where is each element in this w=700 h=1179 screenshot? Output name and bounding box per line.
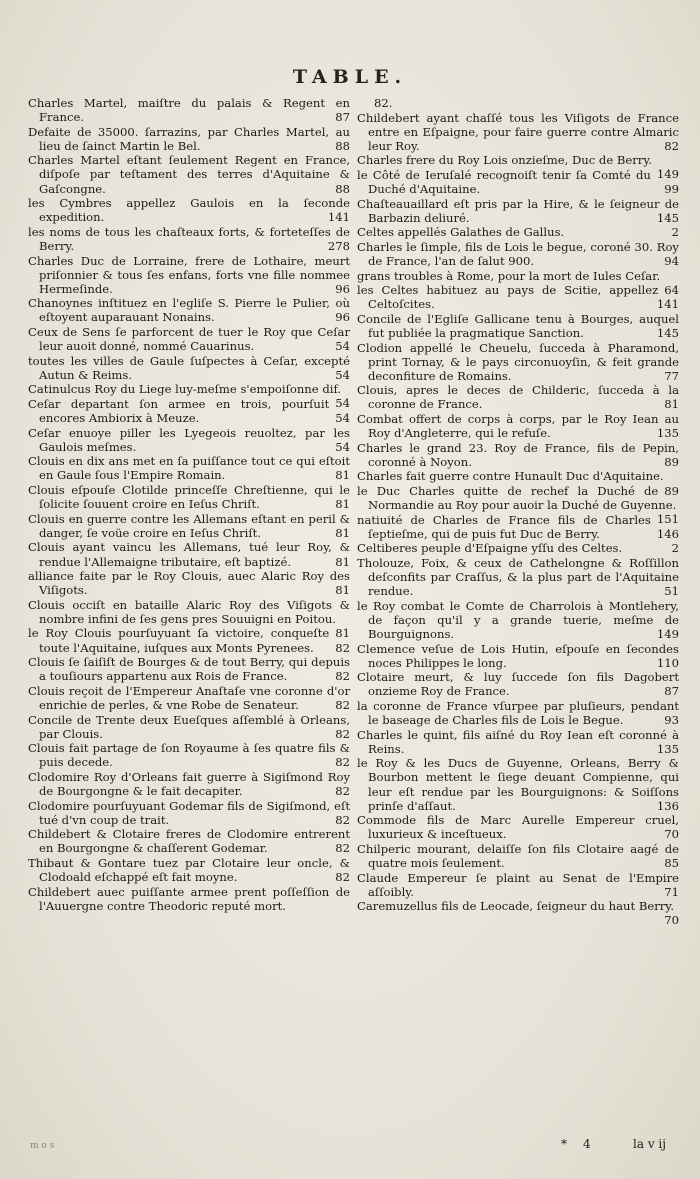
entry-page-number: 278: [327, 238, 350, 253]
entry-text: Clouis ſe ſaiſiſt de Bourges & de tout Berry, qui depuis a touſiours appartenu aux Rois de France.: [28, 655, 350, 684]
index-entry: [28, 597, 350, 640]
index-entry: [28, 153, 350, 195]
entry-page-number: 54: [335, 339, 350, 354]
index-entry: [28, 426, 350, 454]
entry-text: Charles le ſimple, fils de Lois le begue, coroné 30. Roy de France, l'an de ſalut 900.: [357, 239, 679, 269]
index-entry: [28, 296, 350, 324]
entry-text: Clodomire pourſuyuant Godemar fils de Sigiſmond, eſt tué d'vn coup de trait.: [28, 798, 350, 827]
entry-text: Ceſar enuoye piller les Lyegeois reuoltez, par les Gaulois meſmes.: [28, 425, 350, 454]
entry-text: Charles Martel, maiſtre du palais & Regent en France.: [28, 96, 350, 125]
index-entry: [357, 813, 679, 841]
entry-page-number: 96: [335, 310, 350, 325]
entry-page-number: 82: [335, 640, 350, 655]
entry-page-number: 81: [335, 497, 350, 512]
index-entry: [357, 756, 679, 812]
index-entry: [28, 713, 350, 741]
index-entry: [28, 885, 350, 913]
index-entry: [357, 312, 679, 340]
entry-text: Clouis, apres le deces de Childeric, ſucceda à la coronne de France.: [357, 383, 679, 412]
entry-text: Combat offert de corps à corps, par le Roy Iean au Roy d'Angleterre, qui le refuſe.: [357, 412, 679, 441]
entry-page-number: 146: [656, 526, 679, 541]
printer-mark: *: [561, 1137, 567, 1151]
entry-page-number: 64: [664, 282, 679, 297]
index-entry: [357, 871, 679, 899]
entry-text: Catinulcus Roy du Liege luy-meſme s'empoiſonne dif.: [28, 382, 342, 397]
entry-text: Charles frere du Roy Lois onzieſme, Duc de Berry.: [357, 153, 653, 168]
index-entry: [357, 469, 679, 498]
index-entry: [357, 412, 679, 440]
entry-text: Caremuzellus fils de Leocade, ſeigneur du haut Berry.: [357, 899, 675, 914]
entry-text: Claude Empereur ſe plaint au Senat de l'Empire aſſoibly.: [357, 870, 679, 899]
entry-text: Clemence veſue de Lois Hutin, eſpouſe en ſecondes noces Philippes le long.: [357, 641, 679, 670]
entry-page-number: 70: [664, 913, 679, 928]
index-entry: [357, 240, 679, 268]
entry-text: Clodion appellé le Cheuelu, ſucceda à Pharamond, print Tornay, & le pays circonuoyſin, & feit grande deconfiture de Romains.: [357, 340, 679, 383]
index-entry: [28, 96, 350, 124]
entry-text: Clouis ayant vaincu les Allemans, tué leur Roy, & rendue l'Allemaigne tributaire, eſt baptizé.: [28, 540, 350, 569]
entry-page-number: 2: [671, 541, 679, 556]
entry-text: Clouis en dix ans met en ſa puiſſance tout ce qui eſtoit en Gaule ſous l'Empire Romain.: [28, 454, 350, 483]
index-entry: [357, 441, 679, 469]
entry-page-number: 81: [335, 625, 350, 640]
index-entry: [357, 899, 679, 928]
index-entry: [357, 699, 679, 727]
index-entry: [28, 827, 350, 855]
index-entry: [357, 96, 679, 110]
entry-text: Clotaire meurt, & luy ſuccede ſon fils Dagobert onzieme Roy de France.: [357, 670, 679, 699]
catchword: la v ij: [633, 1137, 666, 1151]
entry-page-number: 70: [664, 827, 679, 842]
entry-page-number: 145: [656, 326, 679, 340]
entry-text: Charles le quint, fils aiſné du Roy Iean eſt coronné à Reins.: [357, 727, 679, 756]
index-entry: [28, 354, 350, 382]
entry-page-number: 89: [664, 483, 679, 498]
entry-text: Charles le grand 23. Roy de France, fils de Pepin, coronné à Noyon.: [357, 440, 679, 469]
entry-page-number: 81: [335, 554, 350, 569]
signature-mark: 4: [583, 1137, 591, 1151]
index-entry: [28, 196, 350, 224]
entry-page-number: 94: [664, 254, 679, 269]
entry-page-number: 149: [656, 167, 679, 182]
entry-text: alliance faite par le Roy Clouis, auec Alaric Roy des Viſigots.: [28, 569, 350, 598]
entry-text: Charles Duc de Lorraine, frere de Lothaire, meurt priſonnier & tous ſes enfans, forts vne fille nommee Hermeſinde.: [28, 253, 350, 296]
entry-text: toutes les villes de Gaule ſuſpectes à Ceſar, excepté Autun & Reims.: [28, 353, 350, 382]
entry-page-number: 77: [664, 368, 679, 383]
entry-text: Clouis reçoit de l'Empereur Anaſtaſe vne coronne d'or enrichie de perles, & vne Robe de Senateur.: [28, 683, 350, 712]
entry-text: grans troubles à Rome, pour la mort de Iules Ceſar.: [357, 268, 661, 283]
entry-page-number: 99: [664, 182, 679, 197]
index-entry: [28, 655, 350, 683]
entry-text: Ceſar departant ſon armee en trois, pourſuit encores Ambiorix à Meuze.: [28, 396, 330, 426]
running-head: TABLE.: [292, 66, 408, 88]
entry-page-number: 54: [335, 367, 350, 382]
entry-text: le Roy Clouis pourſuyuant ſa victoire, conqueſte toute l'Aquitaine, iuſques aux Monts Pyrenees.: [28, 626, 330, 655]
entry-page-number: 135: [656, 741, 679, 756]
index-entry: [357, 670, 679, 698]
index-entry: [28, 741, 350, 769]
index-entry: [28, 397, 350, 425]
entry-page-number: 82: [335, 841, 350, 856]
entry-page-number: 82: [335, 669, 350, 684]
index-entry: [28, 770, 350, 798]
entry-text: Clouis fait partage de ſon Royaume à ſes quatre fils & puis decede.: [28, 741, 350, 770]
index-entry: [357, 541, 679, 555]
index-entry: [28, 799, 350, 827]
entry-text: Chaſteauaillard eſt pris par la Hire, & le ſeigneur de Barbazin deliuré.: [357, 196, 679, 225]
entry-text: Concile de l'Egliſe Gallicane tenu à Bourges, auquel fut publiée la pragmatique Sanction.: [357, 311, 679, 340]
index-entry: [28, 325, 350, 353]
index-entry: [28, 254, 350, 296]
entry-page-number: 82: [664, 138, 679, 153]
index-entry: [28, 540, 350, 568]
index-entry: [28, 454, 350, 482]
index-entry: [357, 168, 679, 196]
index-entry: [357, 268, 679, 297]
entry-text: Celtes appellés Galathes de Gallus.: [357, 225, 565, 240]
entry-text: le Côté de Ieruſalé recognoiſt tenir ſa Comté du Duché d'Aquitaine.: [357, 167, 651, 197]
entry-page-number: 82: [335, 870, 350, 885]
entry-text: Commode fils de Marc Aurelle Empereur cruel, luxurieux & inceſtueux.: [357, 813, 679, 842]
index-entry: [357, 383, 679, 411]
index-entry: [357, 111, 679, 153]
index-entry: [28, 569, 350, 597]
entry-page-number: 51: [664, 584, 679, 599]
entry-text: Tholouze, Foix, & ceux de Cathelongne & Roſſillon deſconfits par Craſſus, & la plus part de l'Aquitaine rendue.: [357, 556, 679, 599]
index-entry: [357, 842, 679, 870]
entry-page-number: 82: [335, 726, 350, 741]
entry-page-number: 96: [335, 281, 350, 296]
index-entry: [28, 483, 350, 511]
entry-text: natiuité de Charles de France fils de Charles ſeptieſme, qui de puis fut Duc de Berry.: [357, 512, 651, 541]
entry-text: Thibaut & Gontare tuez par Clotaire leur oncle, & Clodoald eſchappé eſt fait moyne.: [28, 855, 350, 885]
entry-page-number: 82: [335, 784, 350, 798]
entry-page-number: 54: [335, 396, 350, 411]
index-entry: [28, 512, 350, 540]
entry-text: la coronne de France vſurpee par pluſieurs, pendant le baseage de Charles fils de Lois le Begue.: [357, 698, 679, 728]
index-entry: [357, 642, 679, 670]
index-entry: [357, 283, 679, 311]
entry-page-number: 2: [671, 225, 679, 240]
entry-page-number: 82: [335, 697, 350, 712]
entry-text: Clodomire Roy d'Orleans fait guerre à Sigiſmond Roy de Bourgongne & le fait decapiter.: [28, 769, 350, 798]
entry-text: le Duc Charles quitte de rechef la Duché de Normandie au Roy pour auoir la Duché de Guyenne.: [357, 484, 677, 513]
entry-text: Chilperic mourant, delaiſſe ſon fils Clotaire aagé de quatre mois ſeulement.: [357, 841, 679, 870]
entry-text: les noms de tous les chaſteaux forts, & forteteſſes de Berry.: [28, 224, 350, 253]
entry-page-number: 136: [656, 798, 679, 813]
entry-page-number: 54: [335, 439, 350, 454]
entry-page-number: 54: [335, 411, 350, 426]
entry-page-number: 93: [664, 713, 679, 728]
right-column: [357, 96, 679, 927]
entry-text: Clouis en guerre contre les Allemans eſtant en peril & danger, ſe voüe croire en Ieſus Chriſt.: [28, 511, 350, 540]
entry-page-number: 88: [335, 181, 350, 196]
entry-page-number: 145: [656, 210, 679, 225]
entry-text: Concile de Trente deux Eueſques aſſemblé à Orleans, par Clouis.: [28, 712, 350, 741]
index-entry: [357, 556, 679, 598]
page-footer: [0, 1137, 700, 1157]
entry-page-number: 87: [664, 684, 679, 699]
index-entry: [28, 225, 350, 253]
index-entry: [357, 513, 679, 541]
corner-mark: m o s: [30, 1141, 55, 1151]
entry-page-number: 149: [656, 626, 679, 641]
index-entry: [28, 125, 350, 153]
entry-page-number: 82.: [374, 96, 393, 110]
entry-page-number: 110: [656, 655, 679, 670]
entry-text: Ceux de Sens ſe parforcent de tuer le Roy que Ceſar leur auoit donné, nommé Cauarinus.: [28, 325, 350, 354]
index-entry: [28, 856, 350, 884]
entry-page-number: 151: [656, 512, 679, 527]
entry-page-number: 141: [327, 210, 350, 225]
entry-text: les Cymbres appellez Gaulois en la ſeconde expedition.: [28, 196, 350, 225]
entry-page-number: 141: [656, 297, 679, 312]
entry-text: Chanoynes inſtituez en l'egliſe S. Pierre le Pulier, où eſtoyent auparauant Nonains.: [28, 296, 350, 325]
entry-page-number: 135: [656, 426, 679, 441]
entry-page-number: 87: [335, 110, 350, 125]
entry-text: Charles Martel eſtant ſeulement Regent en France, diſpoſe par teſtament des terres d'Aquitaine & Gaſcongne.: [28, 153, 350, 196]
entry-page-number: 81: [335, 583, 350, 598]
index-entry: [357, 225, 679, 239]
index-entry: [357, 197, 679, 225]
entry-text: Charles fait guerre contre Hunault Duc d'Aquitaine.: [357, 469, 664, 484]
entry-page-number: 81: [664, 397, 679, 412]
entry-text: Clouis occiſt en bataille Alaric Roy des Viſigots & nombre infini de ſes gens pres Souuigni en Poitou.: [28, 597, 350, 626]
entry-text: Childebert & Clotaire freres de Clodomire entrerent en Bourgongne & chaſſerent Godemar.: [28, 827, 350, 856]
index-entry: [357, 599, 679, 641]
index-entry: [28, 626, 350, 654]
entry-page-number: 88: [335, 138, 350, 153]
index-entry: [28, 684, 350, 712]
entry-page-number: 82: [335, 755, 350, 770]
entry-text: les Celtes habituez au pays de Scitie, appellez Celtoſcites.: [357, 283, 659, 312]
entry-text: le Roy & les Ducs de Guyenne, Orleans, Berry & Bourbon mettent le ſiege deuant Compienne, qui leur eſt rendue par les Bourguignons: & Soiſſons prinſe d'aſſaut.: [357, 756, 679, 813]
entry-page-number: 81: [335, 468, 350, 483]
entry-page-number: 81: [335, 525, 350, 540]
entry-page-number: 71: [664, 884, 679, 899]
left-column: [28, 96, 350, 913]
entry-text: Clouis eſpouſe Clotilde princeſſe Chreſtienne, qui le ſolicite ſouuent croire en Ieſus Chriſt.: [28, 483, 350, 512]
entry-page-number: 82: [335, 812, 350, 827]
entry-text: Celtiberes peuple d'Eſpaigne yſſu des Celtes.: [357, 541, 623, 556]
entry-text: Childebert ayant chaſſé tous les Viſigots de France entre en Eſpaigne, pour faire guerre contre Almaric leur Roy.: [357, 110, 679, 153]
entry-text: Defaite de 35000. ſarrazins, par Charles Martel, au lieu de ſainct Martin le Bel.: [28, 124, 350, 153]
entry-text: le Roy combat le Comte de Charrolois à Montlehery, de façon qu'il y a grande tuerie, meſme de Bourguignons.: [357, 598, 679, 641]
entry-page-number: 89: [664, 454, 679, 469]
index-entry: [357, 341, 679, 383]
entry-page-number: 85: [664, 855, 679, 870]
index-entry: [357, 728, 679, 756]
entry-text: Childebert auec puiſſante armee prent poſſeſſion de l'Auuergne contre Theodoric reputé mort.: [28, 884, 350, 913]
